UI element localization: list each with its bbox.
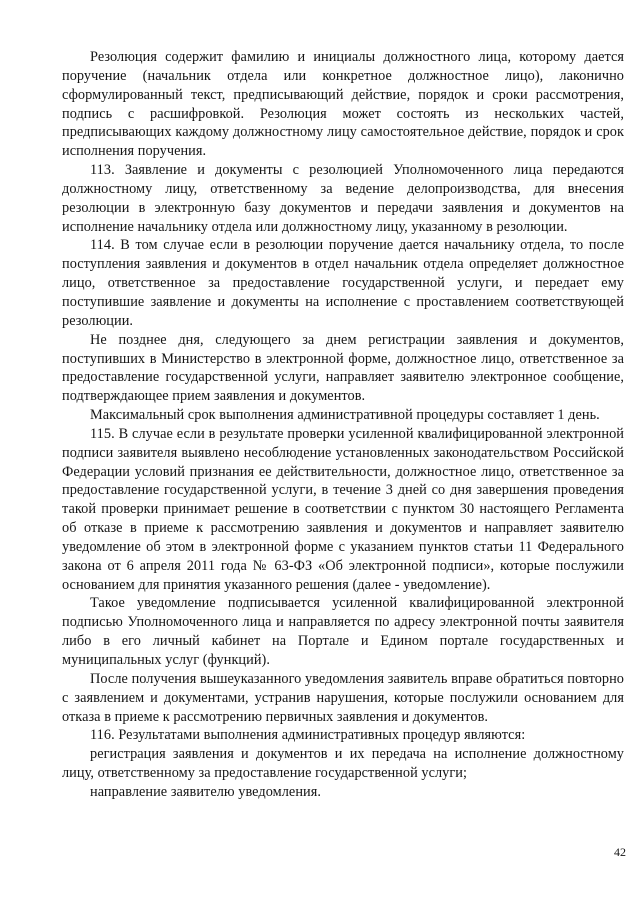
paragraph-max-duration: Максимальный срок выполнения административной процедуры составляет 1 день. xyxy=(90,407,600,424)
paragraph-notification-signing: Такое уведомление подписывается усиленной квалифицированной электронной подписью Уполномоченного лица и направляется по адресу электронной почты заявителя либо в его личный кабинет на Портале и Едином портале государственных и муниципальных услуг (функций). xyxy=(62,595,624,668)
paragraph-result-notification: направление заявителю уведомления. xyxy=(90,783,321,800)
page-number: 42 xyxy=(614,845,626,859)
paragraph-114: 114. В том случае если в резолюции поручение дается начальнику отдела, то после поступления заявления и документов в отдел начальник отдела определяет должностное лицо, ответственное за предоставление государственной услуги, и передает ему поступившие заявление и документы на исполнение с проставлением соответствующей резолюции. xyxy=(62,237,624,329)
paragraph-resolution-contents: Резолюция содержит фамилию и инициалы должностного лица, которому дается поручение (начальник отдела или конкретное должностное лицо), лаконично сформулированный текст, предписывающий действие, порядок и сроки рассмотрения, подпись с расшифровкой. Резолюция может состоять из нескольких частей, предписывающих каждому должностному лицу самостоятельное действие, порядок и срок исполнения поручения. xyxy=(62,49,624,160)
paragraph-116: 116. Результатами выполнения административных процедур являются: xyxy=(90,727,526,744)
paragraph-electronic-confirmation: Не позднее дня, следующего за днем регистрации заявления и документов, поступивших в Министерство в электронной форме, должностное лицо, ответственное за предоставление государственной услуги, направляет заявителю электронное сообщение, подтверждающее прием заявления и документов. xyxy=(62,331,624,405)
paragraph-115: 115. В случае если в результате проверки усиленной квалифицированной электронной подписи заявителя выявлено несоблюдение установленных законодательством Российской Федерации условий признания ее действительности, должностное лицо, ответственное за предоставление государственной услуги, в течение 3 дней со дня завершения проведения такой проверки принимает решение в соответствии с пунктом 30 настоящего Регламента об отказе в приеме к рассмотрению заявления и документов и направляет заявителю уведомление об этом в электронной форме с указанием пунктов статьи 11 Федерального закона от 6 апреля 2011 года № 63-ФЗ «Об электронной подписи», которые послужили основанием для принятия указанного решения (далее - уведомление). xyxy=(62,425,624,593)
document-body xyxy=(62,48,624,802)
paragraph-reapplication: После получения вышеуказанного уведомления заявитель вправе обратиться повторно с заявлением и документами, устранив нарушения, которые послужили основанием для отказа в приеме к рассмотрению первичных заявления и документов. xyxy=(62,670,624,725)
paragraph-result-registration: регистрация заявления и документов и их передача на исполнение должностному лицу, ответственному за предоставление государственной услуги; xyxy=(62,746,624,782)
paragraph-113: 113. Заявление и документы с резолюцией Уполномоченного лица передаются должностному лицу, ответственному за ведение делопроизводства, для внесения резолюции в электронную базу документов и передачи заявления и документов на исполнение начальнику отдела или должностному лицу, указанному в резолюции. xyxy=(62,162,624,235)
